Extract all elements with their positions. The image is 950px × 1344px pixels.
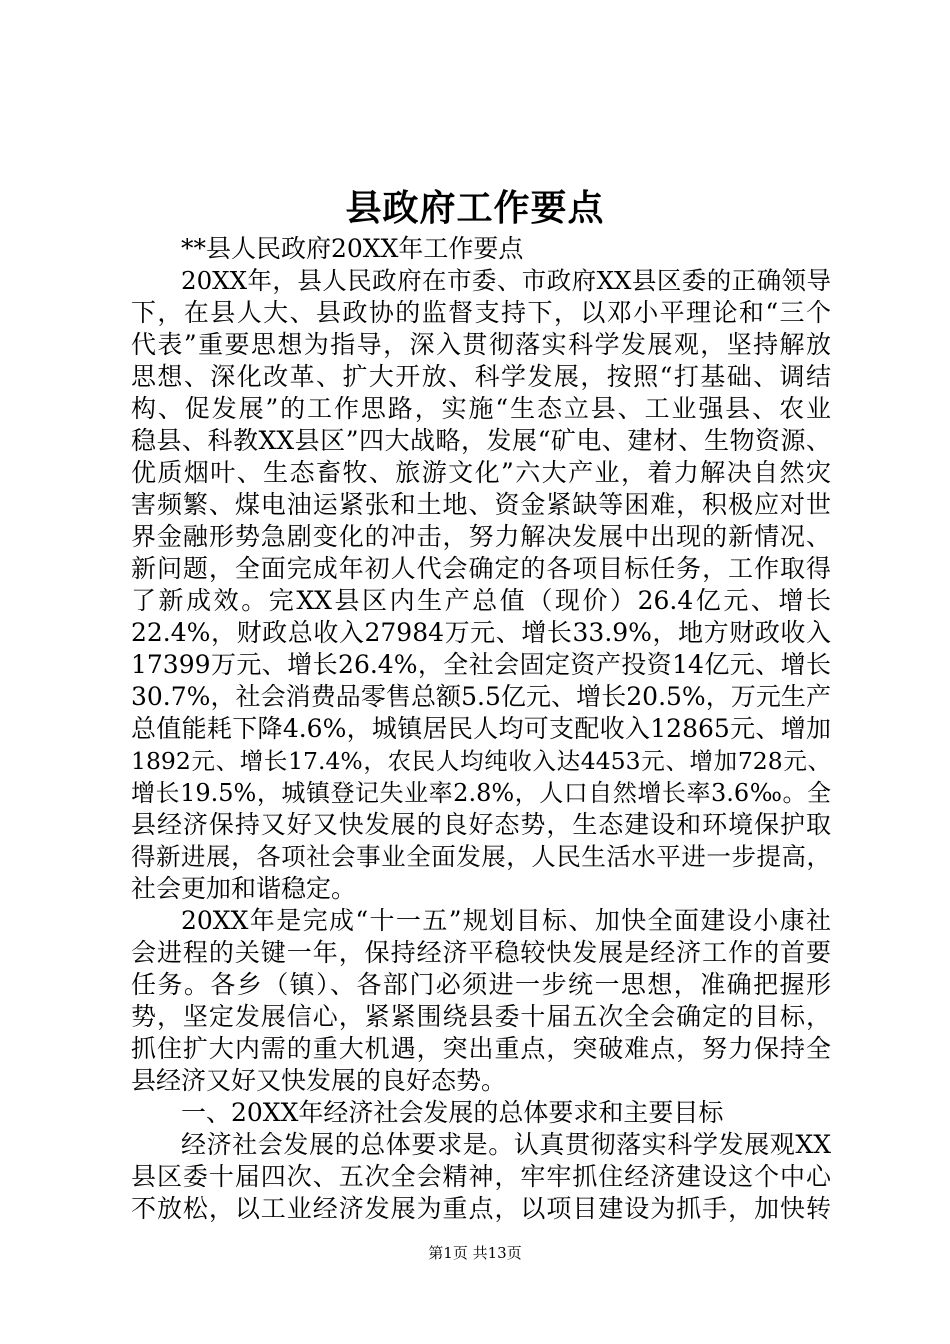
page-number-footer: 第1页 共13页: [428, 1244, 522, 1262]
document-line: 构、促发展”的工作思路，实施“生态立县、工业强县、农业: [131, 394, 831, 423]
document-line: 新问题，全面完成年初人代会确定的各项目标任务，工作取得: [131, 554, 831, 583]
document-line: 县经济保持又好又快发展的良好态势，生态建设和环境保护取: [131, 810, 831, 839]
document-line: 抓住扩大内需的重大机遇，突出重点，突破难点，努力保持全: [131, 1034, 831, 1063]
document-line: 优质烟叶、生态畜牧、旅游文化”六大产业，着力解决自然灾: [131, 458, 831, 487]
document-line: 不放松，以工业经济发展为重点，以项目建设为抓手，加快转: [131, 1194, 831, 1223]
document-line: 会进程的关键一年，保持经济平稳较快发展是经济工作的首要: [131, 938, 831, 967]
document-line: 稳县、科教XX县区”四大战略，发展“矿电、建材、生物资源、: [131, 426, 831, 455]
document-line: 代表”重要思想为指导，深入贯彻落实科学发展观，坚持解放: [131, 330, 831, 359]
document-line: 20XX年是完成“十一五”规划目标、加快全面建设小康社: [181, 906, 831, 935]
document-line: 20XX年，县人民政府在市委、市政府XX县区委的正确领导: [181, 266, 831, 295]
document-line: 经济社会发展的总体要求是。认真贯彻落实科学发展观XX: [181, 1130, 831, 1159]
document-line: 害频繁、煤电油运紧张和土地、资金紧缺等困难，积极应对世: [131, 490, 831, 519]
document-line: 增长19.5%，城镇登记失业率2.8%，人口自然增长率3.6‰。全: [131, 779, 831, 807]
document-line: 县经济又好又快发展的良好态势。: [131, 1066, 507, 1095]
document-line: 下，在县人大、县政协的监督支持下，以邓小平理论和“三个: [131, 298, 831, 327]
document-line: 县区委十届四次、五次全会精神，牢牢抓住经济建设这个中心: [131, 1162, 831, 1191]
section-heading: 一、20XX年经济社会发展的总体要求和主要目标: [181, 1098, 724, 1127]
document-line: 1892元、增长17.4%，农民人均纯收入达4453元、增加728元、: [131, 747, 831, 775]
document-line: 任务。各乡（镇）、各部门必须进一步统一思想，准确把握形: [131, 970, 831, 999]
document-line: 社会更加和谐稳定。: [131, 874, 357, 903]
document-line: 思想、深化改革、扩大开放、科学发展，按照“打基础、调结: [131, 362, 831, 391]
document-line: 总值能耗下降4.6%，城镇居民人均可支配收入12865元、增加: [131, 714, 831, 743]
document-body: [131, 233, 831, 1225]
document-line: 22.4%，财政总收入27984万元、增长33.9%，地方财政收入: [131, 618, 831, 647]
document-line: 界金融形势急剧变化的冲击，努力解决发展中出现的新情况、: [131, 522, 831, 551]
document-title: 县政府工作要点: [345, 187, 605, 229]
document-line: 30.7%，社会消费品零售总额5.5亿元、增长20.5%，万元生产: [131, 682, 831, 711]
document-line: **县人民政府20XX年工作要点: [181, 234, 524, 263]
document-line: 得新进展，各项社会事业全面发展，人民生活水平进一步提高，: [131, 842, 831, 871]
document-line: 势，坚定发展信心，紧紧围绕县委十届五次全会确定的目标，: [131, 1002, 831, 1031]
document-line: 17399万元、增长26.4%，全社会固定资产投资14亿元、增长: [131, 650, 831, 679]
document-line: 了新成效。完XX县区内生产总值（现价）26.4亿元、增长: [131, 586, 831, 615]
